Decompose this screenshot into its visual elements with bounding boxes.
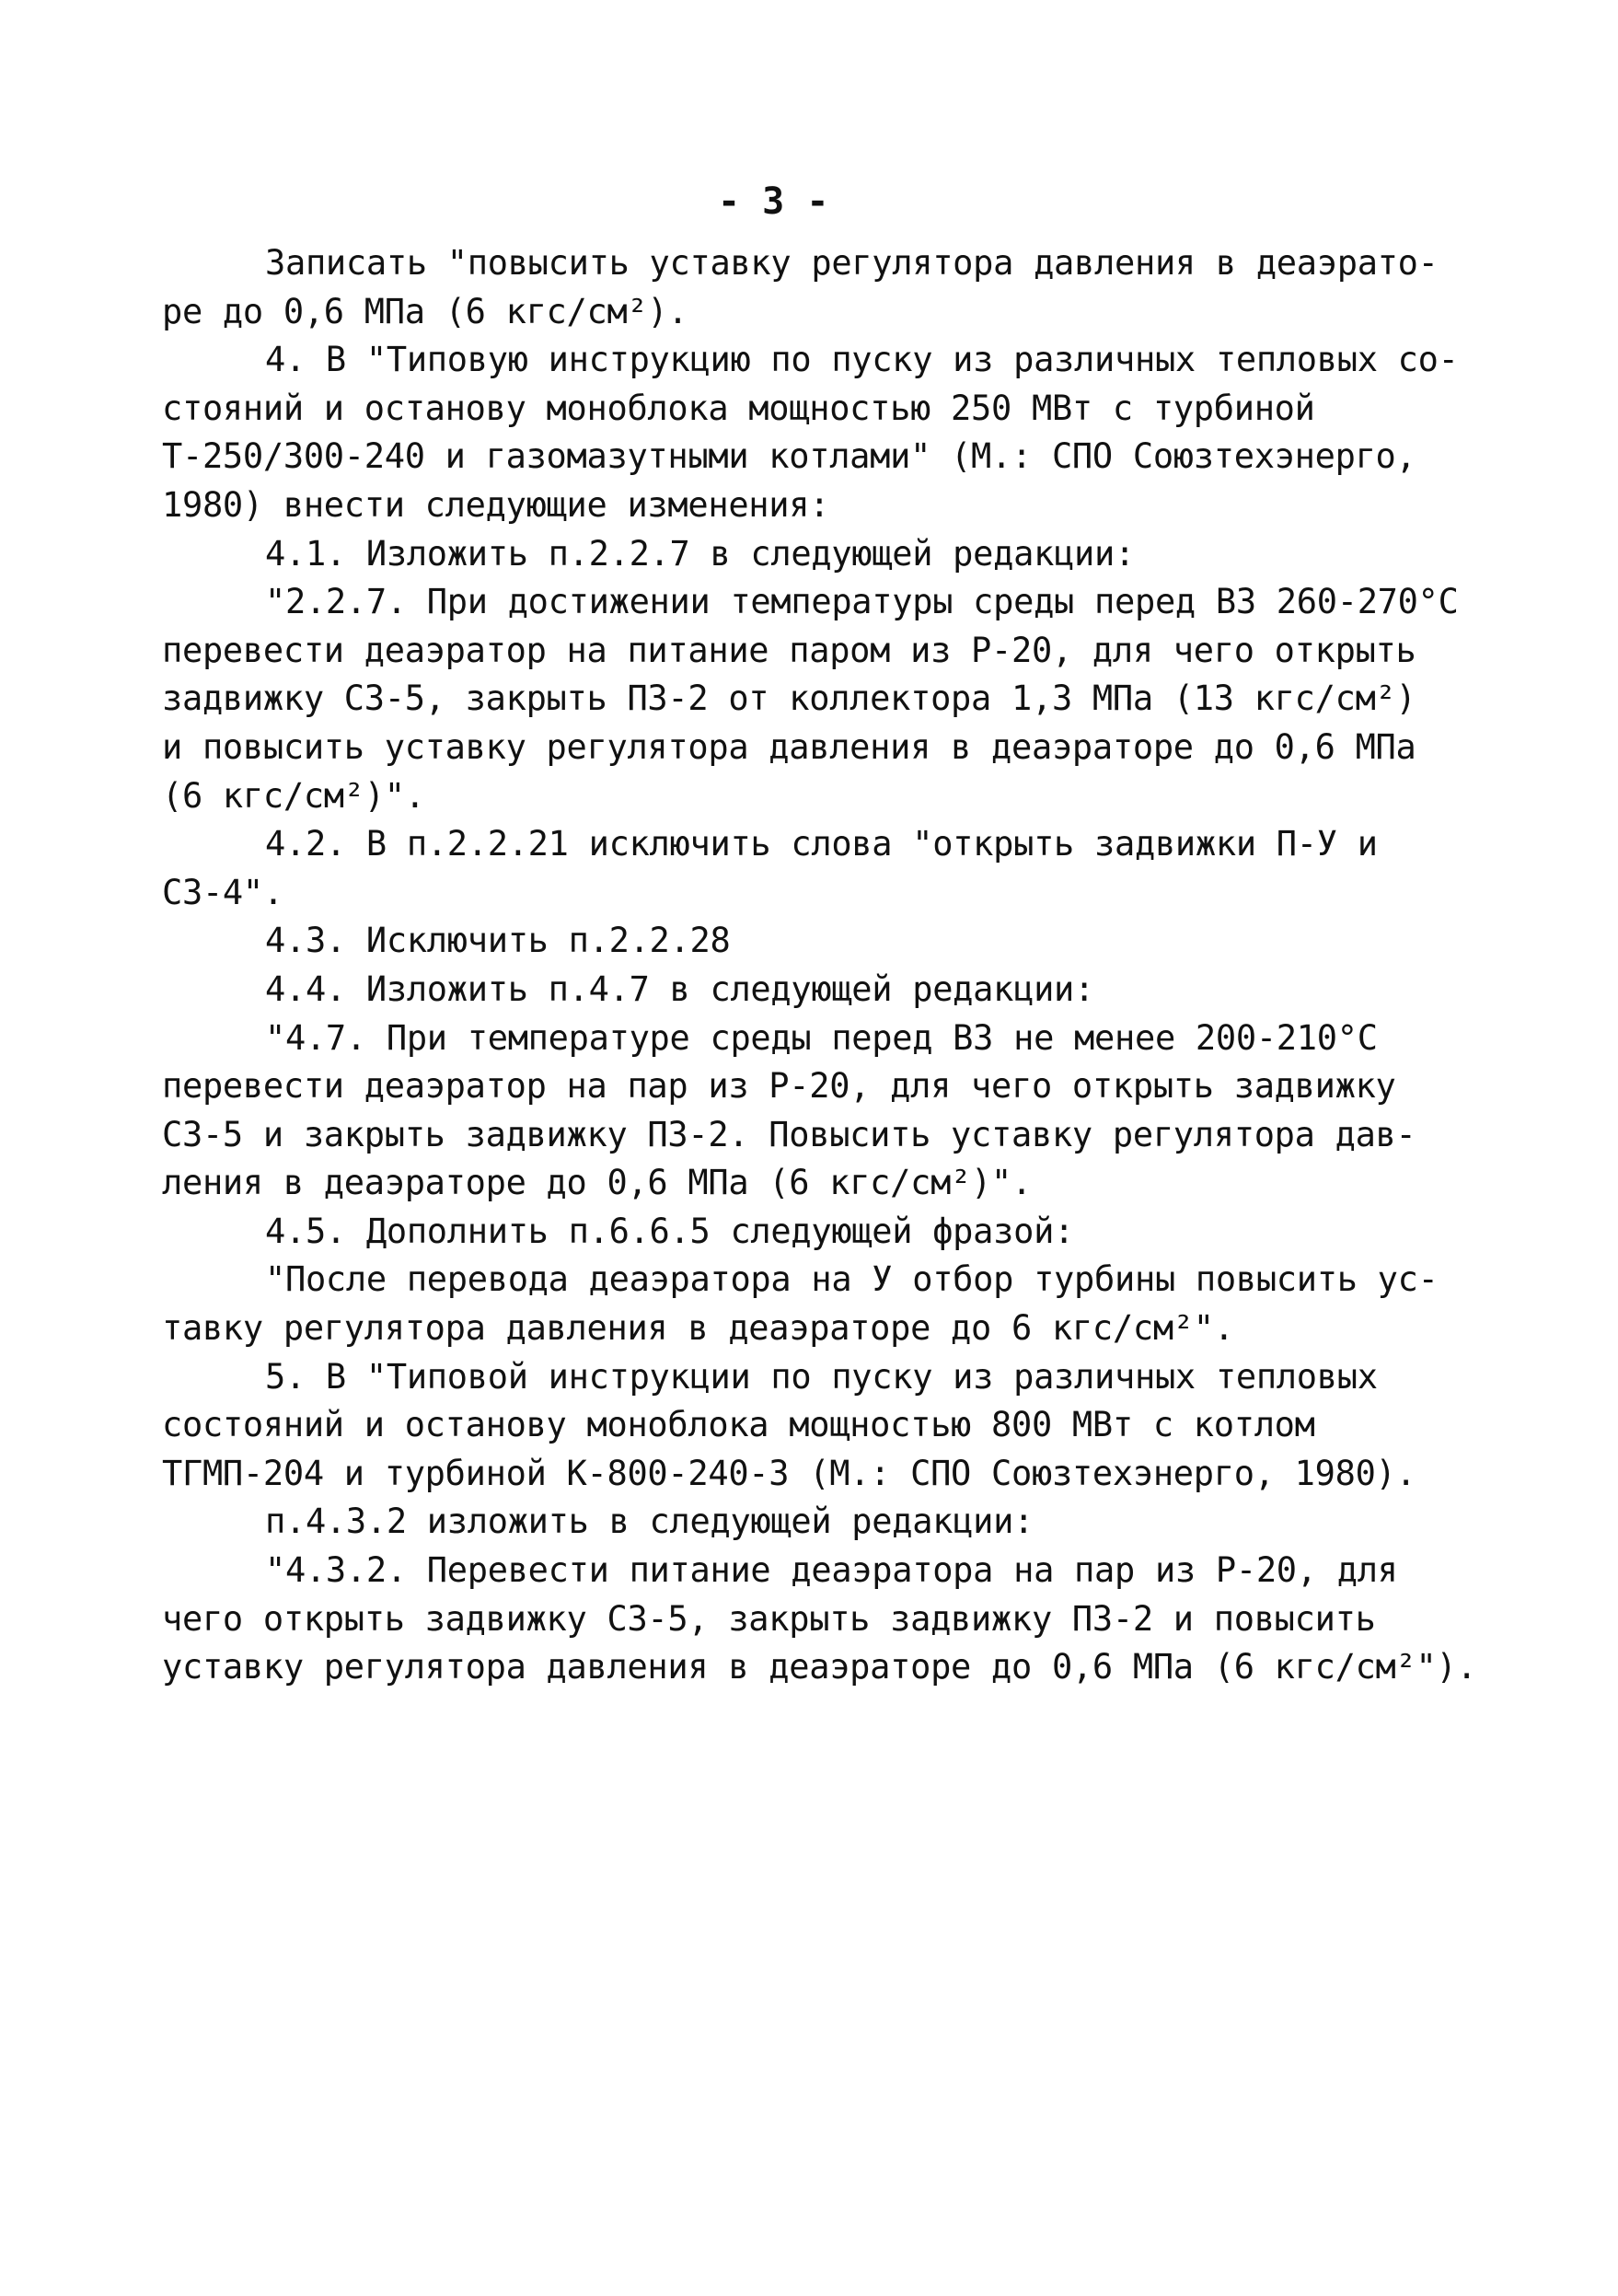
text-line: "После перевода деаэратора на У отбор турбины повысить ус- — [265, 1259, 1439, 1300]
text-line: 4.4. Изложить п.4.7 в следующей редакции: — [265, 968, 1095, 1009]
text-line: 1980) внести следующие изменения: — [162, 484, 830, 525]
text-line: Записать "повысить уставку регулятора давления в деаэрато- — [265, 243, 1439, 283]
text-line: СЗ-4". — [162, 872, 283, 912]
text-line: "4.3.2. Перевести питание деаэратора на пар из Р-20, для — [265, 1550, 1398, 1591]
text-line: п.4.3.2 изложить в следующей редакции: — [265, 1502, 1034, 1542]
text-line: перевести деаэратор на питание паром из Р-20, для чего открыть — [162, 630, 1416, 670]
text-line: СЗ-5 и закрыть задвижку ПЗ-2. Повысить уставку регулятора дав- — [162, 1114, 1416, 1154]
text-line: 4.3. Исключить п.2.2.28 — [265, 921, 731, 961]
text-line: задвижку СЗ-5, закрыть ПЗ-2 от коллектора 1,3 МПа (13 кгс/см²) — [162, 678, 1416, 719]
text-line: 4. В "Типовую инструкцию по пуску из различных тепловых со- — [265, 340, 1459, 380]
page-number: - 3 - — [718, 180, 829, 223]
text-line: перевести деаэратор на пар из Р-20, для чего открыть задвижку — [162, 1066, 1396, 1107]
text-line: ления в деаэраторе до 0,6 МПа (6 кгс/см²)". — [162, 1163, 1032, 1203]
text-line: "4.7. При температуре среды перед ВЗ не менее 200-210°С — [265, 1017, 1378, 1058]
text-line: Т-250/300-240 и газомазутными котлами" (М.: СПО Союзтехэнерго, — [162, 436, 1416, 477]
text-line: "2.2.7. При достижении температуры среды перед ВЗ 260-270°С — [265, 582, 1459, 622]
text-line: чего открыть задвижку СЗ-5, закрыть задвижку ПЗ-2 и повысить — [162, 1598, 1376, 1639]
text-line: 4.1. Изложить п.2.2.7 в следующей редакции: — [265, 533, 1135, 574]
text-line: и повысить уставку регулятора давления в деаэраторе до 0,6 МПа — [162, 726, 1416, 767]
text-line: стояний и останову моноблока мощностью 250 МВт с турбиной — [162, 388, 1315, 428]
text-line: уставку регулятора давления в деаэраторе до 0,6 МПа (6 кгс/см²"). — [162, 1647, 1477, 1687]
document-body — [162, 239, 1477, 1692]
text-line: ре до 0,6 МПа (6 кгс/см²). — [162, 291, 688, 331]
text-line: состояний и останову моноблока мощностью 800 МВт с котлом — [162, 1405, 1315, 1445]
text-line: ТГМП-204 и турбиной К-800-240-3 (М.: СПО Союзтехэнерго, 1980). — [162, 1453, 1416, 1493]
text-line: (6 кгс/см²)". — [162, 775, 425, 816]
text-line: 5. В "Типовой инструкции по пуску из различных тепловых — [265, 1356, 1378, 1397]
text-line: 4.5. Дополнить п.6.6.5 следующей фразой: — [265, 1211, 1075, 1251]
text-line: 4.2. В п.2.2.21 исключить слова "открыть задвижки П-У и — [265, 824, 1378, 864]
text-line: тавку регулятора давления в деаэраторе до 6 кгс/см²". — [162, 1308, 1234, 1349]
